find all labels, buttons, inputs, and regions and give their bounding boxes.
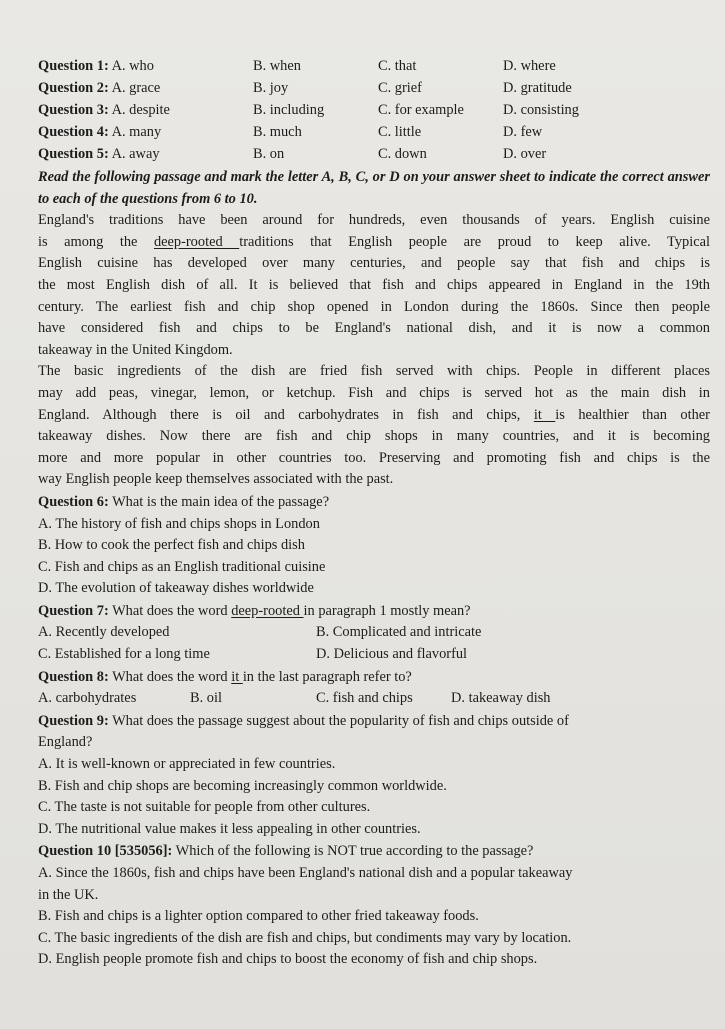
question-label: Question 6:: [38, 493, 109, 510]
option-a: A. carbohydrates: [38, 690, 137, 707]
option-b: B. including: [253, 102, 325, 118]
underlined-word-it: it: [533, 406, 556, 423]
passage-line: takeaway in the United Kingdom.: [38, 341, 233, 358]
passage-line: have considered fish and chips to be England's national dish, and it is now a common: [38, 320, 710, 337]
question-label: Question 4:: [38, 124, 109, 140]
option-b: B. Complicated and intricate: [316, 624, 482, 641]
question-8: Question 8: What does the word it in the last paragraph refer to? A. carbohydrates B. oil C. fish and chips D. takeaway dish: [38, 667, 710, 710]
passage-line: more and more popular in other countries too. Preserving and promoting fish and chips is the: [38, 449, 710, 466]
option-d: D. over: [503, 146, 547, 162]
answer-row-3: [38, 100, 678, 122]
passage: [38, 210, 710, 491]
answer-row-1: [38, 56, 678, 78]
option-a: A. Since the 1860s, fish and chips have been England's national dish and a popular takeaway: [38, 865, 573, 881]
option-c: C. fish and chips: [316, 690, 413, 707]
option-d: D. The evolution of takeaway dishes worldwide: [38, 580, 314, 597]
option-c: C. little: [378, 124, 422, 140]
option-d: D. where: [503, 58, 556, 74]
option-b: B. much: [253, 124, 302, 140]
worksheet-content: [38, 56, 710, 971]
option-b: B. How to cook the perfect fish and chips dish: [38, 537, 305, 554]
option-d: D. Delicious and flavorful: [316, 646, 468, 663]
option-c: C. Fish and chips as an English traditional cuisine: [38, 558, 326, 575]
question-6: [38, 492, 710, 600]
passage-line: way English people keep themselves associated with the past.: [38, 471, 394, 488]
answer-row-5: [38, 144, 678, 166]
question-label: Question 2:: [38, 80, 109, 96]
answer-row-2: [38, 78, 678, 100]
passage-line: England. Although there is oil and carbohydrates in fish and chips, it is healthier than other: [38, 406, 710, 423]
option-d: D. few: [503, 124, 543, 140]
option-c: C. The basic ingredients of the dish are fish and chips, but condiments may vary by location.: [38, 929, 572, 946]
question-10: Question 10 [535056]: Which of the following is NOT true according to the passage? A. Since the 1860s, fish and chips have been England's national dish and a popular takeaway in the UK. B. Fish and chips is a lighter option compared to other fried takeaway foods. C. The basic ingredients of the dish are fish and chips, but condiments may vary by location. D. English people promote fish and chips to boost the economy of fish and chip shops.: [38, 841, 710, 971]
option-a: A. It is well-known or appreciated in few countries.: [38, 756, 336, 773]
question-label: Question 7:: [38, 602, 109, 619]
option-a: A. Recently developed: [38, 624, 170, 641]
passage-line: English cuisine has developed over many centuries, and people say that fish and chips is: [38, 255, 710, 272]
passage-line: is among the deep-rooted traditions that English people are proud to keep alive. Typical: [38, 233, 710, 250]
question-label: Question 9:: [38, 712, 109, 729]
reading-instruction: Read the following passage and mark the letter A, B, C, or D on your answer sheet to indicate the correct answer to each of the questions from 6 to 10.: [38, 169, 710, 207]
question-label: Question 10 [535056]:: [38, 843, 173, 860]
passage-line: The basic ingredients of the dish are fried fish served with chips. People in different places: [38, 363, 710, 380]
option-d: D. The nutritional value makes it less appealing in other countries.: [38, 820, 421, 837]
question-text: England?: [38, 734, 93, 751]
option-c: C. grief: [378, 80, 422, 96]
option-c: C. Established for a long time: [38, 646, 210, 663]
question-label: Question 8:: [38, 668, 109, 685]
option-c: C. that: [378, 58, 417, 74]
passage-line: England's traditions have been around for hundreds, even thousands of years. English cuisine: [38, 212, 710, 229]
question-7: Question 7: What does the word deep-rooted in paragraph 1 mostly mean? A. Recently developed B. Complicated and intricate C. Established for a long time D. Delicious and flavorful: [38, 601, 710, 666]
option-a: A. despite: [111, 102, 170, 118]
option-d: D. gratitude: [503, 80, 572, 96]
option-b: B. joy: [253, 80, 289, 96]
passage-line: the most English dish of all. It is believed that fish and chips appeared in England in the 19th: [38, 276, 710, 293]
option-d: D. consisting: [503, 102, 579, 118]
underlined-word: deep-rooted: [231, 602, 304, 619]
passage-line: may add peas, vinegar, lemon, or ketchup. Fish and chips is served hot as the main dish in: [38, 384, 710, 401]
question-label: Question 3:: [38, 102, 109, 118]
question-text: What is the main idea of the passage?: [108, 493, 330, 510]
option-b: B. Fish and chips is a lighter option compared to other fried takeaway foods.: [38, 908, 479, 925]
option-a: A. many: [111, 124, 162, 140]
answer-row-4: [38, 122, 678, 144]
option-c: C. for example: [378, 102, 464, 118]
passage-line: takeaway dishes. Now there are fish and chip shops in many countries, and it is becoming: [38, 428, 710, 445]
passage-line: century. The earliest fish and chip shop opened in London during the 1860s. Since then people: [38, 298, 710, 315]
option-c: C. The taste is not suitable for people from other cultures.: [38, 799, 371, 816]
question-label: Question 5:: [38, 146, 109, 162]
option-a: A. who: [111, 58, 154, 74]
option-b: B. on: [253, 146, 285, 162]
option-a: A. away: [111, 146, 160, 162]
underlined-word-deep-rooted: deep-rooted: [153, 233, 240, 250]
option-c: C. down: [378, 146, 427, 162]
option-b: B. Fish and chip shops are becoming increasingly common worldwide.: [38, 777, 447, 794]
option-d: D. English people promote fish and chips to boost the economy of fish and chip shops.: [38, 951, 538, 968]
option-b: B. when: [253, 58, 301, 74]
answer-options-table: [38, 56, 678, 166]
question-label: Question 1:: [38, 58, 109, 74]
option-b: B. oil: [190, 690, 222, 707]
question-9: Question 9: What does the passage suggest about the popularity of fish and chips outside of England? A. It is well-known or appreciated in few countries. B. Fish and chip shops are becoming increasingly common worldwide. C. The taste is not suitable for people from other cultures. D. The nutritional value makes it less appealing in other countries.: [38, 711, 710, 841]
option-a: A. grace: [111, 80, 161, 96]
option-d: D. takeaway dish: [451, 690, 551, 707]
option-a: A. The history of fish and chips shops in London: [38, 515, 320, 532]
option-a-continued: in the UK.: [38, 886, 99, 903]
underlined-word: it: [231, 668, 243, 685]
